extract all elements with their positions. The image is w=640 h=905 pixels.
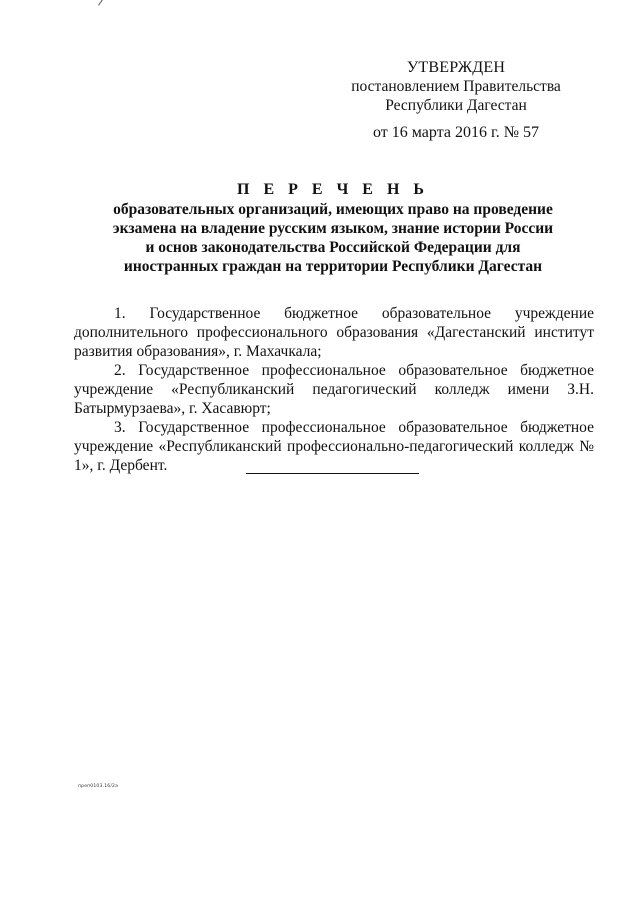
heading-line-4: иностранных граждан на территории Республики Дагестан: [123, 258, 543, 275]
scan-mark: [98, 0, 103, 6]
approval-region: Республики Дагестан: [385, 97, 527, 114]
list-item-number: 2.: [114, 362, 126, 379]
document-heading: [70, 180, 596, 276]
organization-list: [74, 304, 594, 475]
list-item-number: 3.: [114, 419, 126, 436]
list-item-text: Государственное бюджетное образовательное учреждение дополнительного профессионального образования «Дагестанский институт развития образования», г. Махачкала;: [74, 305, 595, 360]
list-item: [74, 361, 594, 418]
list-item-number: 1.: [114, 305, 126, 322]
approval-date: от 16 марта 2016 г. № 57: [373, 124, 539, 141]
document-code: преп0103.16/2а: [78, 784, 119, 789]
list-item-text: Государственное профессиональное образовательное бюджетное учреждение «Республиканский педагогический колледж имени З.Н. Батырмурзаева», г. Хасавюрт;: [74, 362, 594, 417]
heading-line-2: экзамена на владение русским языком, знание истории России: [112, 220, 554, 237]
list-item: [74, 304, 594, 361]
approval-stamp: [336, 58, 576, 142]
list-item: [74, 418, 594, 475]
document-title: П Е Р Е Ч Е Н Ь: [237, 181, 429, 198]
list-item-text: Государственное профессиональное образовательное бюджетное учреждение «Республиканский профессионально-педагогический колледж № 1», г. Дербент.: [74, 419, 594, 474]
end-divider: [246, 473, 419, 474]
approval-title: УТВЕРЖДЕН: [406, 59, 506, 76]
heading-line-1: образовательных организаций, имеющих право на проведение: [113, 201, 553, 218]
heading-line-3: и основ законодательства Российской Федерации для: [145, 239, 521, 256]
approval-authority: постановлением Правительства: [351, 78, 561, 95]
